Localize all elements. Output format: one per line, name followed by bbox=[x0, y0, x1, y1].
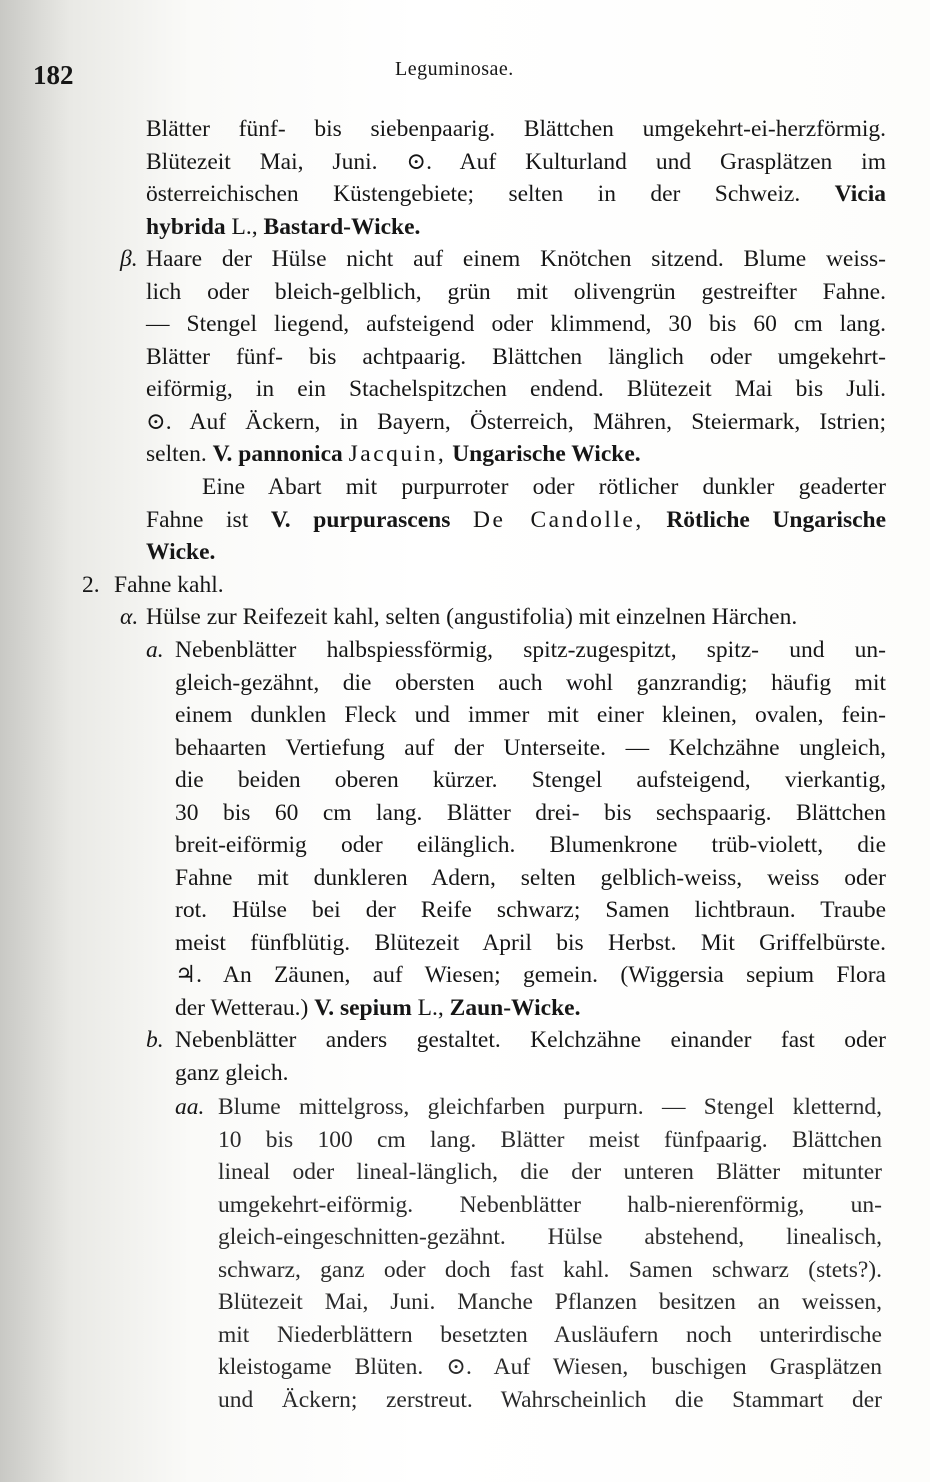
text-segment: selten. bbox=[146, 441, 207, 467]
species-name: V. pannonica bbox=[212, 441, 343, 467]
author: L., bbox=[231, 213, 258, 240]
paragraph-b bbox=[175, 1024, 886, 1089]
text-line: Haare der Hülse nicht auf einem Knötchen sitzend. Blume weiss- bbox=[146, 246, 886, 272]
paragraph-fahne-kahl bbox=[114, 569, 414, 602]
running-title: Leguminosae. bbox=[395, 58, 514, 80]
text-line: Blätter fünf- bis siebenpaarig. Blättchen umgekehrt-ei-herzförmig. bbox=[146, 116, 886, 142]
label-alpha: α. bbox=[120, 604, 139, 630]
text-line: ganz gleich. bbox=[175, 1059, 289, 1086]
text-line: breit-eiförmig oder eilänglich. Blumenkrone trüb-violett, die bbox=[175, 832, 886, 858]
label-b: b. bbox=[146, 1027, 164, 1053]
text-line: Blütezeit Mai, Juni. ⊙. Auf Kulturland und Grasplätzen im bbox=[146, 148, 886, 175]
text-line: mit Niederblättern besetzten Ausläufern noch unterirdische bbox=[218, 1321, 882, 1348]
text-line: Eine Abart mit purpurroter oder rötlicher dunkler geaderter bbox=[202, 474, 886, 500]
text-line: lich oder bleich-gelblich, grün mit olivengrün gestreifter Fahne. bbox=[146, 278, 886, 305]
text-line bbox=[175, 992, 886, 1025]
text-line: meist fünfblütig. Blütezeit April bis Herbst. Mit Griffelbürste. bbox=[175, 929, 886, 956]
text-line: gleich-gezähnt, die obersten auch wohl ganzrandig; häufig mit bbox=[175, 669, 886, 696]
common-name: Rötliche Ungarische bbox=[666, 506, 887, 533]
text-line: die beiden oberen kürzer. Stengel aufsteigend, vierkantig, bbox=[175, 767, 886, 793]
text-line bbox=[146, 211, 886, 244]
text-segment: der Wetterau.) bbox=[175, 994, 309, 1021]
paragraph-pannonica bbox=[146, 243, 886, 471]
text-line: 30 bis 60 cm lang. Blätter drei- bis sechspaarig. Blättchen bbox=[175, 799, 886, 826]
text-line: kleistogame Blüten. ⊙. Auf Wiesen, buschigen Grasplätzen bbox=[218, 1354, 882, 1380]
text-line: Fahne kahl. bbox=[114, 572, 224, 598]
page-header bbox=[0, 56, 930, 96]
paragraph-alpha bbox=[146, 601, 886, 634]
author: Jacquin, bbox=[348, 441, 447, 467]
text-line: Blütezeit Mai, Juni. Manche Pflanzen besitzen an weissen, bbox=[218, 1289, 882, 1315]
label-2: 2. bbox=[82, 572, 100, 598]
species-name: V. purpurascens bbox=[270, 506, 451, 533]
text-line: einem dunklen Fleck und immer mit einer kleinen, ovalen, fein- bbox=[175, 702, 886, 728]
author: L., bbox=[417, 994, 444, 1021]
text-line: behaarten Vertiefung auf der Unterseite. — Kelchzähne ungleich, bbox=[175, 734, 886, 761]
species-name: V. sepium bbox=[314, 994, 412, 1021]
text-line: Blume mittelgross, gleichfarben purpurn. — Stengel kletternd, bbox=[218, 1094, 882, 1120]
text-line: Blätter fünf- bis achtpaarig. Blättchen länglich oder umgekehrt- bbox=[146, 343, 886, 370]
text-line: eiförmig, in ein Stachelspitzchen endend. Blütezeit Mai bis Juli. bbox=[146, 376, 886, 402]
text-segment: österreichischen Küstengebiete; selten in der Schweiz. bbox=[146, 181, 801, 207]
common-name: Zaun-Wicke. bbox=[449, 994, 581, 1021]
text-line bbox=[146, 178, 886, 211]
text-line: umgekehrt-eiförmig. Nebenblätter halb-nierenförmig, un- bbox=[218, 1191, 882, 1218]
text-line bbox=[146, 504, 886, 537]
text-segment: Fahne ist bbox=[146, 506, 249, 533]
text-line: und Äckern; zerstreut. Wahrscheinlich die Stammart der bbox=[218, 1386, 882, 1413]
paragraph-sepium bbox=[175, 634, 886, 1024]
label-beta: β. bbox=[120, 246, 138, 272]
label-a: a. bbox=[146, 637, 164, 663]
text-line: schwarz, ganz oder doch fast kahl. Samen schwarz (stets?). bbox=[218, 1256, 882, 1283]
text-line: gleich-eingeschnitten-gezähnt. Hülse abstehend, linealisch, bbox=[218, 1224, 882, 1250]
label-aa: aa. bbox=[175, 1094, 205, 1120]
text-line: Fahne mit dunkleren Adern, selten gelblich-weiss, weiss oder bbox=[175, 864, 886, 891]
text-line: Hülse zur Reifezeit kahl, selten (angustifolia) mit einzelnen Härchen. bbox=[146, 604, 798, 630]
paragraph-hybrida bbox=[146, 113, 886, 243]
text-line: — Stengel liegend, aufsteigend oder klimmend, 30 bis 60 cm lang. bbox=[146, 311, 886, 337]
common-name: Bastard-Wicke. bbox=[263, 213, 421, 240]
bleed-through-texture bbox=[28, 110, 138, 810]
text-line bbox=[146, 438, 886, 471]
species-name: Vicia bbox=[834, 181, 886, 207]
text-line: ⊙. Auf Äckern, in Bayern, Österreich, Mähren, Steiermark, Istrien; bbox=[146, 408, 886, 435]
text-line: Nebenblätter halbspiessförmig, spitz-zugespitzt, spitz- und un- bbox=[175, 637, 886, 663]
text-line: rot. Hülse bei der Reife schwarz; Samen lichtbraun. Traube bbox=[175, 897, 886, 923]
text-line: 10 bis 100 cm lang. Blätter meist fünfpaarig. Blättchen bbox=[218, 1126, 882, 1153]
paragraph-aa bbox=[218, 1091, 882, 1416]
author: De Candolle, bbox=[472, 506, 644, 533]
text-line: lineal oder lineal-länglich, die der unteren Blätter mitunter bbox=[218, 1159, 882, 1185]
species-name: hybrida bbox=[146, 213, 226, 240]
common-name: Ungarische Wicke. bbox=[452, 441, 641, 467]
text-line: ♃. An Zäunen, auf Wiesen; gemein. (Wiggersia sepium Flora bbox=[175, 962, 886, 988]
text-line: Nebenblätter anders gestaltet. Kelchzähne einander fast oder bbox=[175, 1027, 886, 1053]
common-name: Wicke. bbox=[146, 539, 216, 565]
paragraph-purpurascens bbox=[146, 471, 886, 569]
page-number: 182 bbox=[33, 60, 74, 90]
